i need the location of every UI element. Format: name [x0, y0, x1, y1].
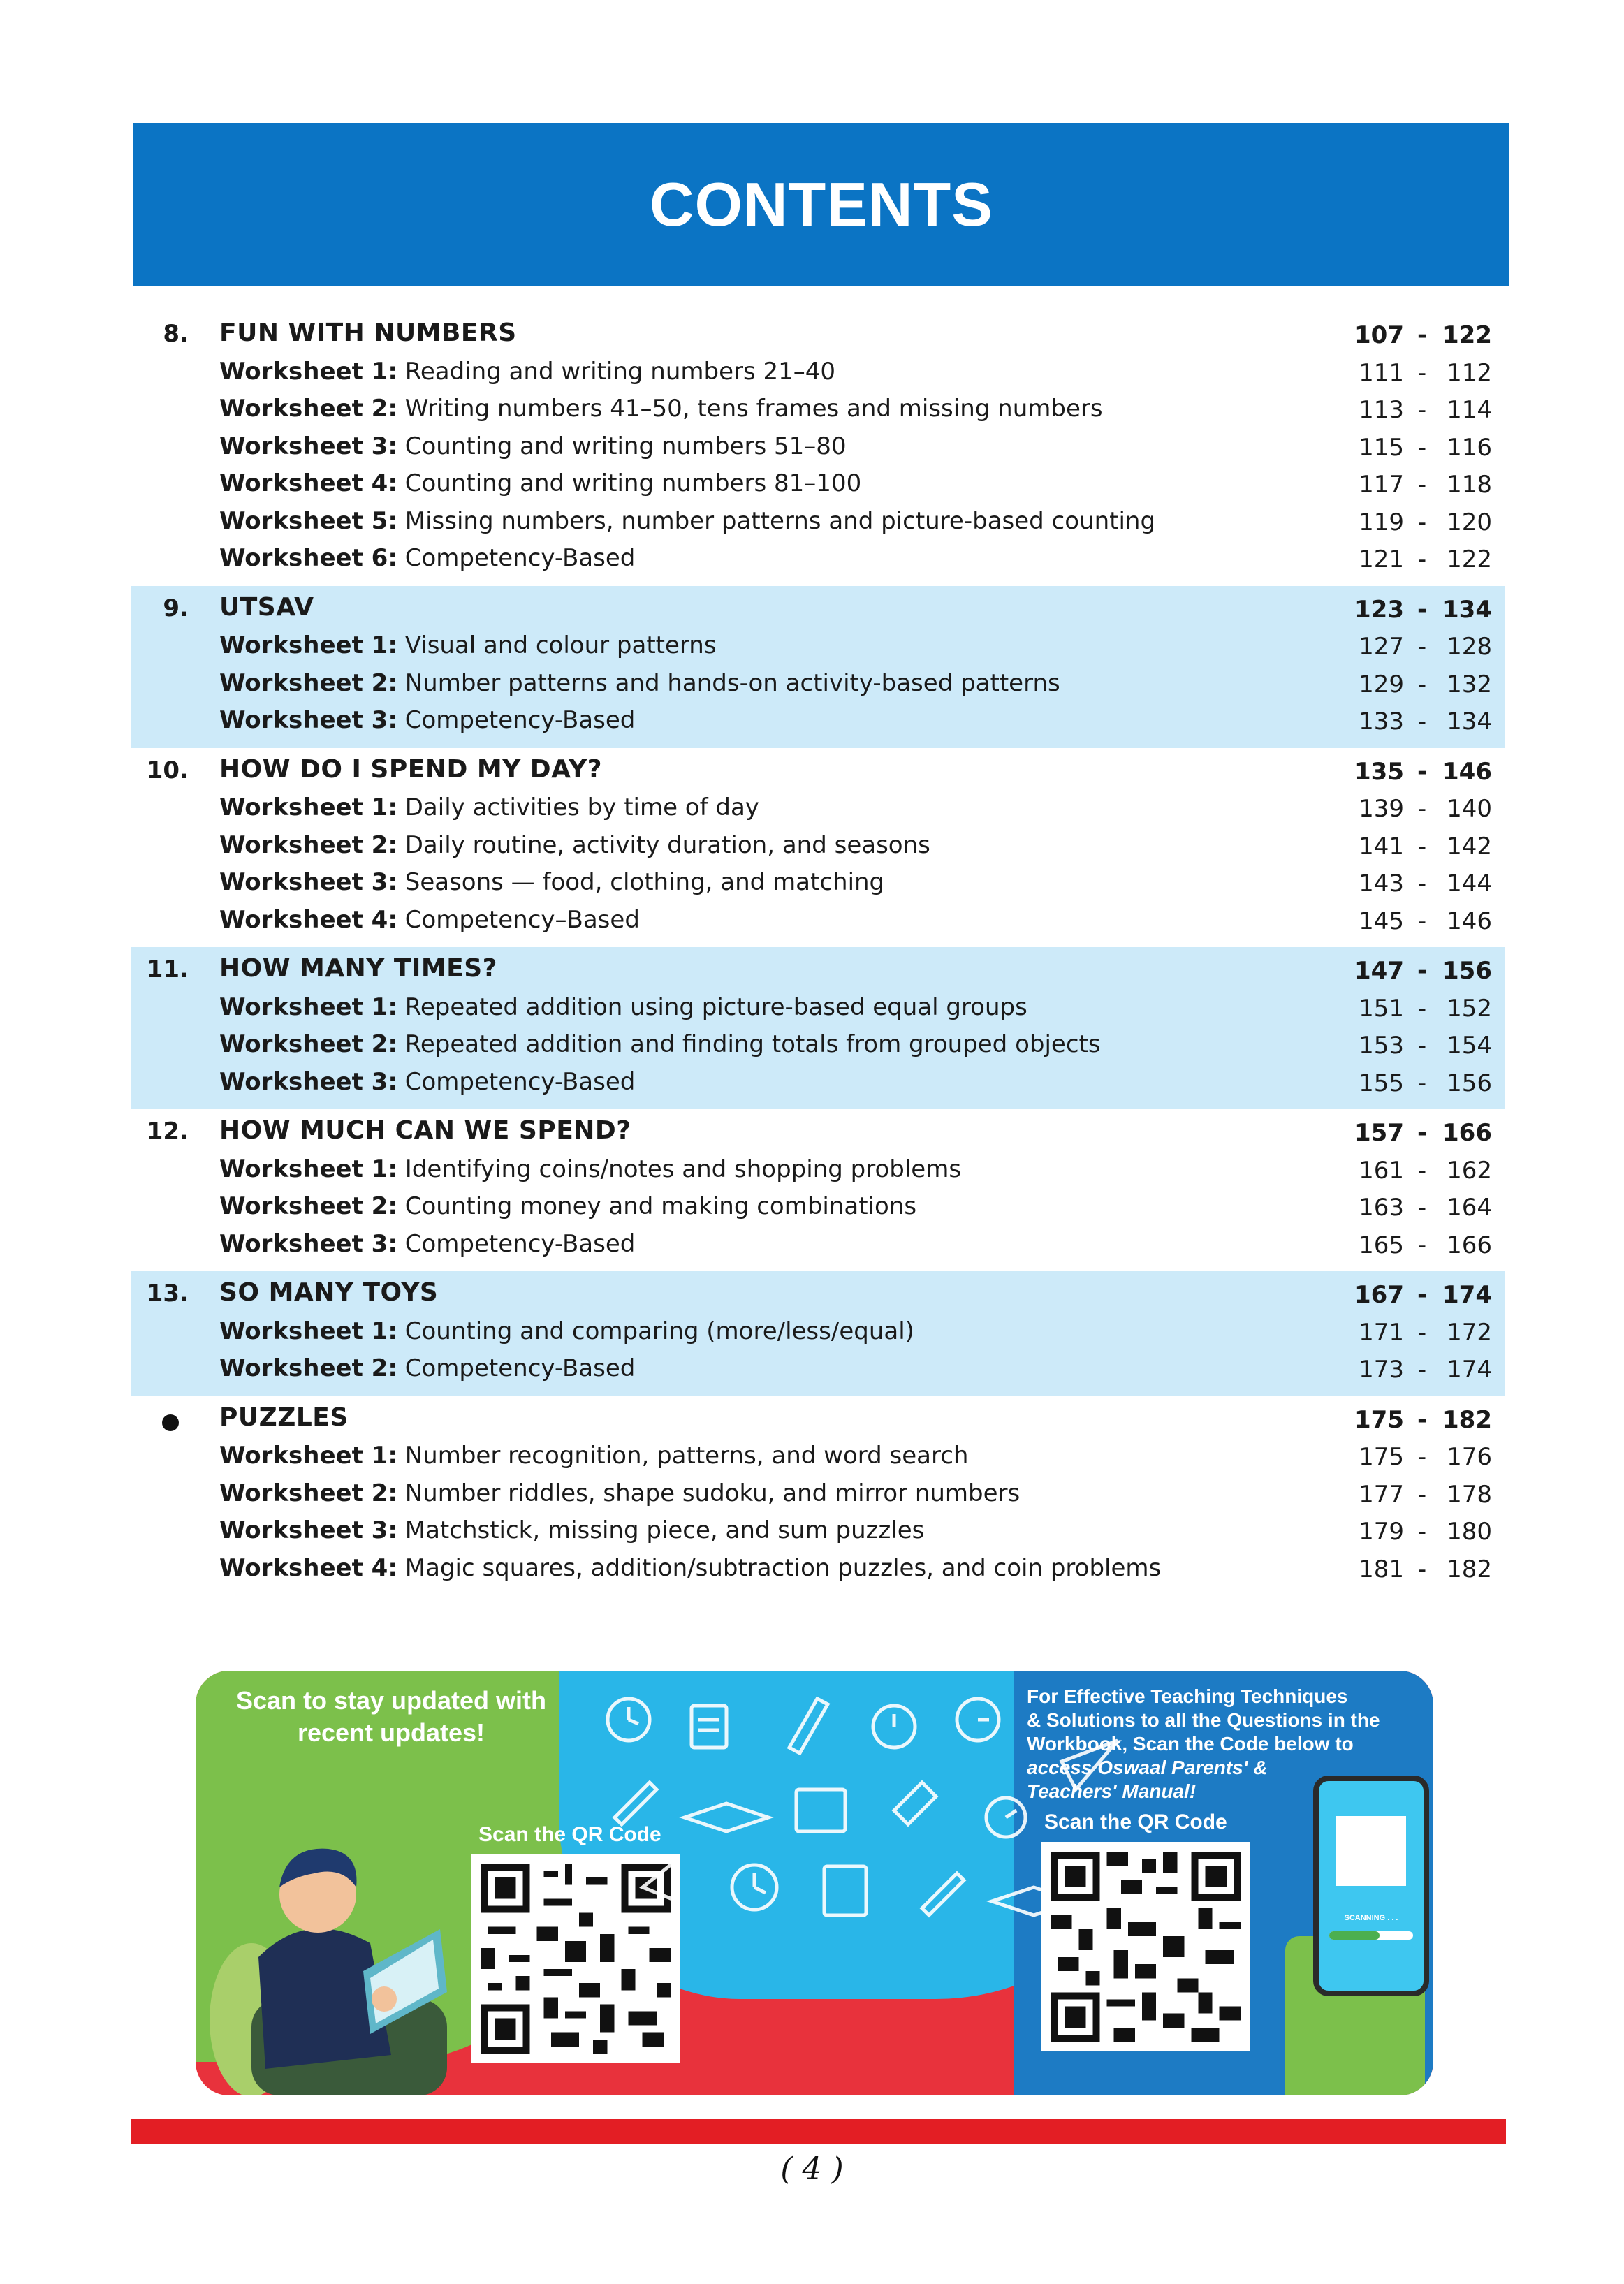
page-start: 179: [1359, 1518, 1404, 1546]
worksheet-label: Worksheet 3:: [219, 868, 397, 896]
page-end: 164: [1447, 1194, 1492, 1222]
phone-progress-fill: [1329, 1931, 1380, 1940]
worksheet-description: Daily activities by time of day: [404, 793, 759, 821]
page-end: 154: [1447, 1032, 1492, 1060]
worksheet-entry: [219, 1155, 961, 1183]
chapter-block: [131, 1271, 1505, 1396]
worksheet-label: Worksheet 5:: [219, 506, 397, 535]
page-range: [1352, 1032, 1492, 1060]
worksheet-row[interactable]: [131, 1439, 1505, 1477]
worksheet-entry: [219, 669, 1060, 697]
worksheet-entry: [219, 1317, 914, 1345]
worksheet-description: Competency-Based: [404, 1354, 636, 1382]
page-end: 140: [1447, 795, 1492, 823]
worksheet-entry: [219, 1068, 635, 1096]
page-end: 166: [1442, 1119, 1492, 1147]
page-range-dash: -: [1417, 670, 1427, 698]
page-start: 171: [1359, 1318, 1404, 1347]
worksheet-label: Worksheet 2:: [219, 1192, 397, 1220]
page-end: 118: [1447, 471, 1492, 499]
worksheet-label: Worksheet 3:: [219, 1229, 397, 1258]
worksheet-entry: [219, 1230, 635, 1258]
worksheet-row[interactable]: [131, 430, 1505, 467]
page-range-dash: -: [1417, 795, 1427, 823]
chapter-number: 10.: [146, 756, 189, 784]
page-end: 182: [1447, 1555, 1492, 1583]
page-range-dash: -: [1417, 907, 1427, 935]
worksheet-label: Worksheet 1:: [219, 1317, 397, 1345]
promo-right-line-4: access Oswaal Parents' &: [1027, 1757, 1268, 1778]
page-range: [1352, 1406, 1492, 1434]
promo-banner: [196, 1671, 1433, 2095]
page-range-dash: -: [1417, 957, 1428, 985]
promo-left-scan-label: Scan the QR Code: [478, 1823, 661, 1846]
page-range: [1352, 708, 1492, 735]
worksheet-entry: [219, 831, 930, 859]
worksheet-description: Number patterns and hands-on activity-based patterns: [404, 668, 1060, 697]
worksheet-description: Seasons — food, clothing, and matching: [404, 868, 885, 896]
page-range-dash: -: [1417, 508, 1427, 536]
chapter-block: [131, 586, 1505, 748]
chapter-block: [131, 1109, 1505, 1271]
worksheet-description: Daily routine, activity duration, and seasons: [404, 830, 930, 859]
worksheet-row[interactable]: [131, 903, 1505, 941]
chapter-row[interactable]: [131, 592, 1505, 629]
page-start: 119: [1359, 508, 1404, 536]
worksheet-entry: [219, 1354, 635, 1382]
worksheet-row[interactable]: [131, 1189, 1505, 1227]
page-range-dash: -: [1417, 1231, 1427, 1259]
worksheet-row[interactable]: [131, 1477, 1505, 1514]
page-end: 182: [1442, 1405, 1492, 1434]
page-end: 122: [1447, 546, 1492, 573]
worksheet-label: Worksheet 1:: [219, 631, 397, 659]
page-end: 156: [1442, 957, 1492, 985]
worksheet-entry: [219, 1442, 968, 1470]
phone-icon: [1313, 1776, 1429, 1996]
worksheet-row[interactable]: [131, 666, 1505, 704]
chapter-row[interactable]: [131, 953, 1505, 990]
page-end: 176: [1447, 1443, 1492, 1471]
page-range: [1352, 1356, 1492, 1384]
worksheet-row[interactable]: [131, 1152, 1505, 1190]
page-range-dash: -: [1417, 1443, 1427, 1471]
page-range: [1352, 396, 1492, 424]
worksheet-row[interactable]: [131, 1065, 1505, 1103]
promo-left-heading-line-2: recent updates!: [297, 1718, 485, 1747]
worksheet-entry: [219, 395, 1103, 423]
chapter-number: 9.: [163, 594, 189, 622]
page-range-dash: -: [1417, 832, 1427, 861]
page-end: 132: [1447, 670, 1492, 698]
page-start: 165: [1359, 1231, 1404, 1259]
page-range-dash: -: [1417, 1281, 1428, 1309]
page-range: [1352, 795, 1492, 823]
worksheet-label: Worksheet 3:: [219, 1516, 397, 1544]
page-range: [1352, 1231, 1492, 1259]
page-range: [1352, 1555, 1492, 1583]
page-start: 147: [1354, 957, 1404, 985]
worksheet-entry: [219, 868, 884, 896]
worksheet-description: Identifying coins/notes and shopping problems: [404, 1155, 962, 1183]
page-range-dash: -: [1417, 321, 1428, 349]
worksheet-label: Worksheet 1:: [219, 993, 397, 1021]
page-end: 180: [1447, 1518, 1492, 1546]
worksheet-entry: [219, 544, 635, 572]
worksheet-entry: [219, 906, 640, 934]
chapter-block: [131, 312, 1505, 586]
page-range: [1352, 359, 1492, 387]
page-range-dash: -: [1417, 471, 1427, 499]
worksheet-label: Worksheet 2:: [219, 668, 397, 697]
page-end: 152: [1447, 994, 1492, 1023]
page-range-dash: -: [1417, 708, 1427, 735]
page-range-dash: -: [1417, 757, 1428, 786]
page-end: 166: [1447, 1231, 1492, 1259]
worksheet-description: Counting money and making combinations: [404, 1192, 917, 1220]
worksheet-description: Repeated addition and finding totals from grouped objects: [404, 1030, 1101, 1058]
worksheet-row[interactable]: [131, 828, 1505, 866]
page-range: [1352, 633, 1492, 661]
worksheet-row[interactable]: [131, 1514, 1505, 1551]
chapter-number: 8.: [163, 320, 189, 348]
page-range: [1352, 995, 1492, 1023]
page-end: 144: [1447, 870, 1492, 898]
worksheet-entry: [219, 631, 717, 659]
phone-qr-icon: [1336, 1816, 1406, 1886]
page-end: 134: [1447, 708, 1492, 735]
worksheet-label: Worksheet 2:: [219, 1030, 397, 1058]
worksheet-row[interactable]: [131, 1352, 1505, 1389]
worksheet-description: Competency-Based: [404, 1067, 636, 1096]
worksheet-row[interactable]: [131, 355, 1505, 393]
promo-right-scan-label: Scan the QR Code: [1044, 1810, 1227, 1833]
chapter-number: 11.: [146, 956, 189, 983]
worksheet-row[interactable]: [131, 392, 1505, 430]
page-end: 174: [1447, 1356, 1492, 1384]
worksheet-label: Worksheet 2:: [219, 830, 397, 859]
page-range-dash: -: [1417, 1356, 1427, 1384]
page-start: 177: [1359, 1480, 1404, 1509]
worksheet-label: Worksheet 1:: [219, 1442, 397, 1470]
page-start: 113: [1359, 396, 1404, 424]
worksheet-entry: [219, 1516, 924, 1544]
chapter-title: UTSAV: [219, 592, 314, 622]
page-range: [1352, 833, 1492, 861]
worksheet-row[interactable]: [131, 865, 1505, 903]
page-end: 142: [1447, 832, 1492, 861]
page-range: [1352, 321, 1492, 349]
worksheet-row[interactable]: [131, 504, 1505, 542]
worksheet-description: Matchstick, missing piece, and sum puzzles: [404, 1516, 925, 1544]
page-title: CONTENTS: [650, 169, 993, 239]
page-end: 134: [1442, 595, 1492, 624]
worksheet-row[interactable]: [131, 703, 1505, 741]
page-start: 151: [1359, 994, 1404, 1023]
worksheet-row[interactable]: [131, 990, 1505, 1028]
worksheet-label: Worksheet 2:: [219, 1479, 397, 1507]
worksheet-label: Worksheet 2:: [219, 1354, 397, 1382]
page-start: 181: [1359, 1555, 1404, 1583]
worksheet-description: Writing numbers 41–50, tens frames and missing numbers: [404, 395, 1103, 423]
page-start: 153: [1359, 1032, 1404, 1060]
page-range: [1352, 471, 1492, 499]
page-range: [1352, 1443, 1492, 1471]
page-end: 112: [1447, 358, 1492, 387]
page-range: [1352, 758, 1492, 786]
page-range: [1352, 596, 1492, 624]
page-start: 107: [1354, 321, 1404, 349]
page-end: 174: [1442, 1281, 1492, 1309]
worksheet-description: Reading and writing numbers 21–40: [404, 357, 836, 386]
page-range: [1352, 434, 1492, 462]
page-range: [1352, 1119, 1492, 1147]
footer-bar: [131, 2119, 1506, 2144]
chapter-block: [131, 1396, 1505, 1596]
worksheet-row[interactable]: [131, 791, 1505, 828]
page-end: 172: [1447, 1318, 1492, 1347]
promo-right-line-5: Teachers' Manual!: [1027, 1780, 1197, 1802]
worksheet-description: Counting and comparing (more/less/equal): [404, 1317, 914, 1345]
page-end: 146: [1447, 907, 1492, 935]
worksheet-label: Worksheet 2:: [219, 395, 397, 423]
worksheet-row[interactable]: [131, 1027, 1505, 1065]
promo-right-line-1: For Effective Teaching Techniques: [1027, 1685, 1348, 1707]
worksheet-entry: [219, 1554, 1161, 1582]
page-range: [1352, 1194, 1492, 1222]
page-end: 128: [1447, 633, 1492, 661]
chapter-title: HOW MUCH CAN WE SPEND?: [219, 1116, 631, 1145]
worksheet-row[interactable]: [131, 541, 1505, 579]
worksheet-entry: [219, 469, 861, 497]
page-range-dash: -: [1417, 994, 1427, 1023]
worksheet-description: Counting and writing numbers 81–100: [404, 469, 862, 497]
page-start: 115: [1359, 433, 1404, 462]
chapter-title: PUZZLES: [219, 1403, 349, 1432]
worksheet-description: Competency-Based: [404, 1229, 636, 1258]
page-range-dash: -: [1417, 1480, 1427, 1509]
page-range-dash: -: [1417, 358, 1427, 387]
chapter-title: SO MANY TOYS: [219, 1278, 439, 1307]
page-start: 173: [1359, 1356, 1404, 1384]
worksheet-description: Repeated addition using picture-based equal groups: [404, 993, 1027, 1021]
page-start: 133: [1359, 708, 1404, 735]
worksheet-description: Competency–Based: [404, 905, 640, 934]
worksheet-label: Worksheet 1:: [219, 1155, 397, 1183]
page-range-dash: -: [1417, 633, 1427, 661]
worksheet-label: Worksheet 3:: [219, 432, 397, 460]
page-start: 111: [1359, 358, 1404, 387]
worksheet-entry: [219, 993, 1027, 1021]
page-end: 156: [1447, 1069, 1492, 1097]
worksheet-row[interactable]: [131, 1551, 1505, 1589]
page-range-dash: -: [1417, 1194, 1427, 1222]
table-of-contents: [131, 312, 1505, 1595]
phone-scanning-label: SCANNING . . .: [1344, 1914, 1398, 1922]
worksheet-label: Worksheet 4:: [219, 1553, 397, 1582]
chapter-title: HOW DO I SPEND MY DAY?: [219, 754, 603, 784]
page-end: 162: [1447, 1156, 1492, 1185]
page-range-dash: -: [1417, 546, 1427, 573]
worksheet-description: Missing numbers, number patterns and picture-based counting: [404, 506, 1156, 535]
page-range-dash: -: [1417, 595, 1428, 624]
chapter-row[interactable]: [131, 1115, 1505, 1152]
worksheet-label: Worksheet 4:: [219, 905, 397, 934]
chapter-block: [131, 947, 1505, 1109]
worksheet-entry: [219, 1192, 916, 1220]
worksheet-entry: [219, 793, 759, 821]
chapter-row[interactable]: [131, 317, 1505, 355]
worksheet-entry: [219, 1030, 1101, 1058]
worksheet-description: Number recognition, patterns, and word search: [404, 1442, 969, 1470]
page-end: 116: [1447, 433, 1492, 462]
chapter-number: 12.: [146, 1118, 189, 1145]
page-start: 161: [1359, 1156, 1404, 1185]
page-range-dash: -: [1417, 1555, 1427, 1583]
page-range-dash: -: [1417, 1518, 1427, 1546]
chapter-row[interactable]: [131, 1277, 1505, 1315]
page-end: 178: [1447, 1480, 1492, 1509]
page-start: 167: [1354, 1281, 1404, 1309]
phone-progress-bar: [1329, 1931, 1413, 1940]
page-start: 139: [1359, 795, 1404, 823]
worksheet-label: Worksheet 1:: [219, 793, 397, 821]
worksheet-description: Competency-Based: [404, 544, 636, 572]
worksheet-entry: [219, 358, 835, 386]
worksheet-description: Counting and writing numbers 51–80: [404, 432, 847, 460]
worksheet-label: Worksheet 6:: [219, 544, 397, 572]
page-range: [1352, 546, 1492, 573]
page-range: [1352, 1281, 1492, 1309]
promo-right-line-3: Workbook, Scan the Code below to: [1027, 1733, 1354, 1755]
worksheet-entry: [219, 507, 1155, 535]
contents-header: [133, 123, 1509, 286]
page-range: [1352, 907, 1492, 935]
page-start: 127: [1359, 633, 1404, 661]
page-end: 114: [1447, 396, 1492, 424]
qr-code-manual[interactable]: [1041, 1842, 1250, 2051]
worksheet-label: Worksheet 3:: [219, 706, 397, 734]
page-range-dash: -: [1417, 1119, 1428, 1147]
page-start: 145: [1359, 907, 1404, 935]
page-range-dash: -: [1417, 1156, 1427, 1185]
worksheet-description: Number riddles, shape sudoku, and mirror numbers: [404, 1479, 1021, 1507]
page-range: [1352, 870, 1492, 898]
page-end: 120: [1447, 508, 1492, 536]
page-start: 117: [1359, 471, 1404, 499]
student-reading-illustration: [210, 1789, 461, 2095]
page-end: 122: [1442, 321, 1492, 349]
worksheet-entry: [219, 1479, 1020, 1507]
page-range-dash: -: [1417, 1405, 1428, 1434]
promo-left-heading-line-1: Scan to stay updated with: [235, 1686, 547, 1715]
page-range: [1352, 508, 1492, 536]
page-start: 143: [1359, 870, 1404, 898]
worksheet-row[interactable]: [131, 1227, 1505, 1265]
page-range: [1352, 957, 1492, 985]
worksheet-row[interactable]: [131, 467, 1505, 504]
page-range-dash: -: [1417, 1032, 1427, 1060]
chapter-row[interactable]: [131, 754, 1505, 791]
chapter-block: [131, 748, 1505, 948]
page-range: [1352, 1518, 1492, 1546]
page-start: 121: [1359, 546, 1404, 573]
page-range-dash: -: [1417, 396, 1427, 424]
worksheet-row[interactable]: [131, 1315, 1505, 1352]
page-range-dash: -: [1417, 1318, 1427, 1347]
worksheet-description: Competency-Based: [404, 706, 636, 734]
page-start: 175: [1359, 1443, 1404, 1471]
page-range-dash: -: [1417, 433, 1427, 462]
worksheet-description: Magic squares, addition/subtraction puzzles, and coin problems: [404, 1553, 1162, 1582]
page-start: 123: [1354, 595, 1404, 624]
worksheet-row[interactable]: [131, 629, 1505, 666]
page-start: 155: [1359, 1069, 1404, 1097]
page-start: 141: [1359, 832, 1404, 861]
chapter-title: FUN WITH NUMBERS: [219, 319, 517, 347]
worksheet-description: Visual and colour patterns: [404, 631, 717, 659]
page-start: 175: [1354, 1405, 1404, 1434]
promo-right-line-2: & Solutions to all the Questions in the: [1027, 1709, 1380, 1731]
page-number: ( 4 ): [780, 2151, 844, 2187]
page-range-dash: -: [1417, 870, 1427, 898]
page-range: [1352, 1319, 1492, 1347]
page-range: [1352, 1481, 1492, 1509]
promo-left-heading: [217, 1685, 566, 1749]
chapter-row[interactable]: [131, 1402, 1505, 1440]
page-start: 163: [1359, 1194, 1404, 1222]
page-end: 146: [1442, 757, 1492, 786]
page-start: 135: [1354, 757, 1404, 786]
worksheet-label: Worksheet 1:: [219, 357, 397, 386]
chapter-title: HOW MANY TIMES?: [219, 954, 498, 983]
worksheet-label: Worksheet 4:: [219, 469, 397, 497]
worksheet-entry: [219, 432, 847, 460]
page-range: [1352, 1157, 1492, 1185]
page-start: 129: [1359, 670, 1404, 698]
page-range-dash: -: [1417, 1069, 1427, 1097]
worksheet-label: Worksheet 3:: [219, 1067, 397, 1096]
chapter-number: 13.: [146, 1280, 189, 1308]
page-range: [1352, 1069, 1492, 1097]
bullet-icon: [162, 1414, 179, 1431]
worksheet-entry: [219, 706, 635, 734]
page-range: [1352, 671, 1492, 698]
page-start: 157: [1354, 1119, 1404, 1147]
